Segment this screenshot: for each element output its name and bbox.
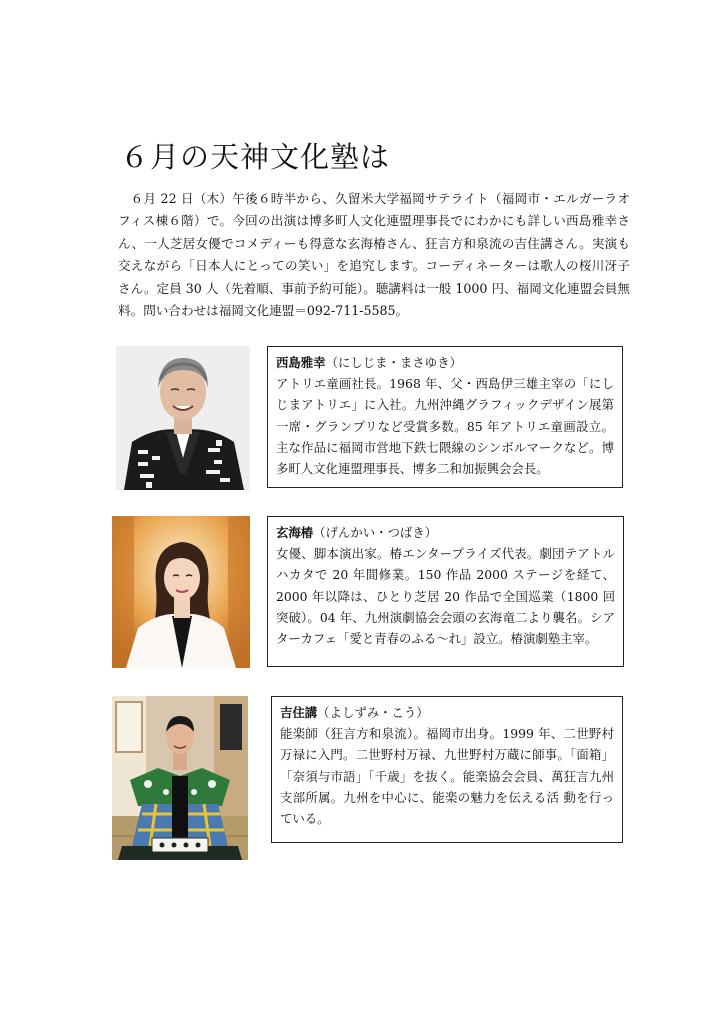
profile-heading [276, 522, 615, 543]
profile-reading: （にしじま・まさゆき） [325, 355, 462, 370]
profile-box-genkai [267, 516, 624, 667]
profile-reading: （げんかい・つばき） [313, 525, 438, 540]
profile-bio: アトリエ童画社長。1968 年、父・西島伊三雄主宰の「にしじまアトリエ」に入社。九州沖縄グラフィックデザイン展第一席・グランプリなど受賞多数。85 年アトリエ童画設立。主な作品に福岡市営地下鉄七隈線のシンボルマークなど。博多町人文化連盟理事長、博多二和加振興会会長。 [276, 376, 614, 477]
profile-box-nishijima [267, 346, 623, 488]
profile-name: 吉住講 [280, 705, 318, 720]
page-title: ６月の天神文化塾は [120, 140, 391, 174]
profile-photo-nishijima [116, 346, 250, 490]
profile-bio: 能楽師（狂言方和泉流）。福岡市出身。1999 年、二世野村万禄に入門。二世野村万禄、九世野村万蔵に師事。「面箱」「奈須与市語」「千歳」を抜く。能楽協会会員、萬狂言九州支部所属。九州を中心に、能楽の魅力を伝える活 動を行っている。 [280, 726, 614, 827]
profile-box-yoshizumi [271, 696, 623, 843]
profile-name: 玄海椿 [276, 525, 314, 540]
profile-photo-genkai [112, 516, 250, 668]
profile-name: 西島雅幸 [276, 355, 326, 370]
profile-photo-yoshizumi [112, 696, 248, 860]
profile-heading [276, 352, 614, 373]
intro-paragraph: ６月 22 日（木）午後６時半から、久留米大学福岡サテライト（福岡市・エルガーラオフィス棟６階）で。今回の出演は博多町人文化連盟理事長でにわかにも詳しい西島雅幸さん、一人芝居女優でコメディーも得意な玄海椿さん、狂言方和泉流の吉住講さん。実演も交えながら「日本人にとっての笑い」を追究します。コーディネーターは歌人の桜川冴子さん。定員 30 人（先着順、事前予約可能）。聴講料は一般 1000 円、福岡文化連盟会員無料。問い合わせは福岡文化連盟＝092-711-5585。 [118, 191, 630, 319]
profile-bio: 女優、脚本演出家。椿エンタープライズ代表。劇団テアトルハカタで 20 年間修業。150 作品 2000 ステージを経て、2000 年以降は、ひとり芝居 20 作品で全国巡業（1800 回突破）。04 年、九州演劇協会会頭の玄海竜二より襲名。シアターカフェ「愛と青春のふる～れ」設立。椿演劇塾主宰。 [276, 546, 615, 647]
profile-reading: （よしずみ・こう） [317, 705, 429, 720]
profile-heading [280, 702, 614, 723]
